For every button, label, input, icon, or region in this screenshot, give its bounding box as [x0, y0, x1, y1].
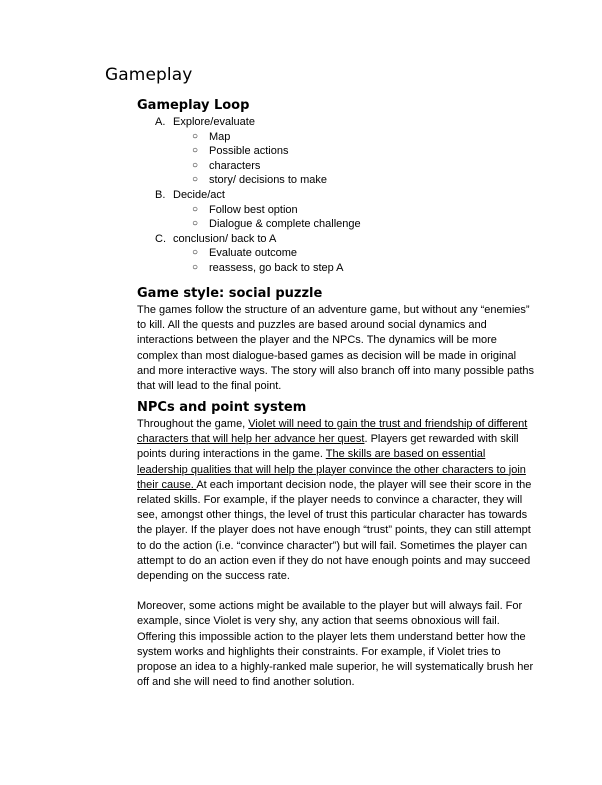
loop-item-label: Explore/evaluate [173, 116, 255, 128]
underlined-text: Violet will need to gain the trust and friendship of different characters that will help her advance her quest [137, 418, 528, 446]
list-letter: B. [155, 188, 166, 201]
npc-paragraph-1: Throughout the game, Violet will need to gain the trust and friendship of different characters that will help her advance her quest. Players get rewarded with skill points during interactions in the game. The skills are based on essential leadership qualities that will help the player convince the other characters to join their cause. At each important decision node, the player will see their score in the related skills. For example, if the player needs to convince a character, they will see, amongst other things, the level of trust this particular character has towards the player. If the player does not have enough “trust” points, they can still attempt to do the action (i.e. “convince character”) but will fail. Sometimes the player can attempt to do an action even if they do not have enough points and may succeed depending on the success rate. [137, 418, 532, 583]
circle-bullet-icon: ○ [192, 145, 199, 157]
circle-bullet-icon: ○ [192, 247, 199, 259]
list-item: ○ Map [192, 130, 231, 143]
circle-bullet-icon: ○ [192, 203, 199, 215]
game-style-section [137, 286, 535, 394]
loop-sublist-a [137, 130, 537, 188]
npc-section [137, 400, 535, 690]
loop-item-a [137, 115, 537, 130]
game-style-heading: Game style: social puzzle [137, 286, 323, 301]
loop-item-c [137, 232, 537, 247]
gameplay-loop-section [137, 98, 537, 276]
list-item: ○ characters [192, 159, 261, 172]
loop-item-label: Decide/act [173, 188, 225, 201]
loop-item-label: conclusion/ back to A [173, 232, 277, 245]
loop-item-b [137, 188, 537, 203]
gameplay-loop-heading: Gameplay Loop [137, 98, 250, 113]
circle-bullet-icon: ○ [192, 159, 199, 171]
list-item: ○ Follow best option [192, 203, 298, 216]
document-title: Gameplay [105, 65, 193, 85]
list-letter: A. [155, 116, 166, 128]
npc-paragraph-2: Moreover, some actions might be available to the player but will always fail. For example, since Violet is very shy, any action that seems obnoxious will fail. Offering this impossible action to the player lets them understand better how the system works and highlights their constraints. For example, if Violet tries to propose an idea to a highly-ranked male superior, he will systematically brush her off and she will need to find another solution. [137, 600, 534, 689]
list-item: ○ Dialogue & complete challenge [192, 218, 361, 231]
circle-bullet-icon: ○ [192, 218, 199, 230]
npc-heading: NPCs and point system [137, 400, 307, 415]
list-item: ○ story/ decisions to make [192, 174, 327, 187]
underlined-text: The skills are based on essential leadership qualities that will help the player convince the other characters to join their cause. [137, 448, 526, 491]
list-letter: C. [155, 232, 166, 245]
circle-bullet-icon: ○ [192, 174, 199, 186]
loop-sublist-c [137, 246, 537, 275]
circle-bullet-icon: ○ [192, 261, 199, 273]
circle-bullet-icon: ○ [192, 130, 199, 142]
loop-sublist-b [137, 203, 537, 232]
game-style-paragraph: The games follow the structure of an adventure game, but without any “enemies” to kill. All the quests and puzzles are based around social dynamics and interactions between the player and the NPCs. The dynamics will be more complex than most dialogue-based games as decision will be made in original and more interactive ways. The story will also branch off into many possible paths that will lead to the final point. [137, 304, 535, 393]
list-item: ○ Evaluate outcome [192, 247, 298, 260]
list-item: ○ reassess, go back to step A [192, 261, 344, 274]
loop-list [137, 115, 537, 276]
list-item: ○ Possible actions [192, 145, 289, 158]
